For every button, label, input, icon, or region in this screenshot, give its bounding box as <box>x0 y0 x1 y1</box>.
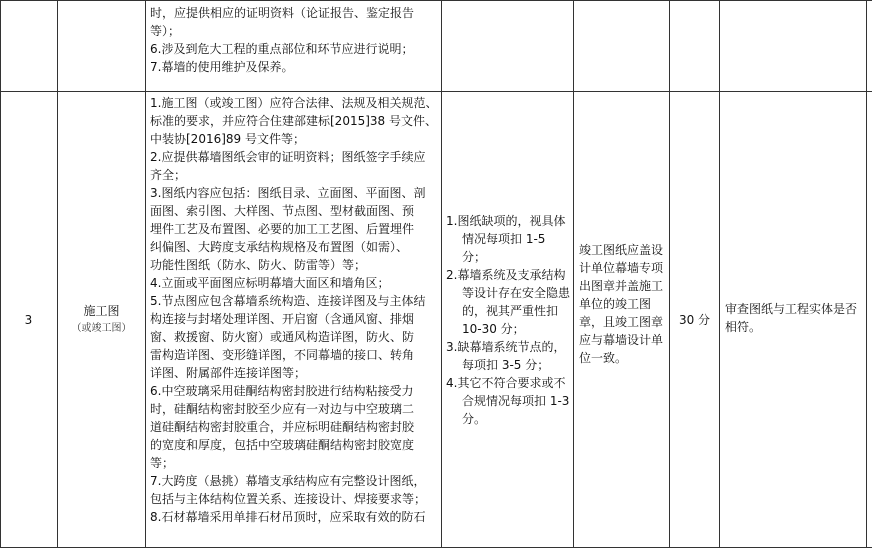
requirement-line: 7.幕墙的使用维护及保养。 <box>150 60 294 74</box>
requirement-line: 雷构造详图、变形缝详图，不同幕墙的接口、转角 <box>150 348 415 362</box>
requirement-line: 构连接与封堵处理详图、开启窗（含通风窗、排烟 <box>150 312 415 326</box>
item-note: （或竣工图） <box>71 322 132 334</box>
row-index-cell <box>0 92 57 547</box>
requirement-line: 6.涉及到危大工程的重点部位和环节应进行说明； <box>150 42 414 56</box>
requirement-line: 道硅酮结构密封胶重合，并应标明硅酮结构密封胶 <box>150 420 415 434</box>
col-border <box>573 0 574 548</box>
requirement-line: 6.中空玻璃采用硅酮结构密封胶进行结构粘接受力 <box>150 384 414 398</box>
deduction-item: 3.缺幕墙系统节点的，每项扣 3-5 分； <box>446 340 566 372</box>
requirement-line: 功能性图纸（防水、防火、防雷等）等； <box>150 258 367 272</box>
score-cell <box>670 92 719 547</box>
row-border <box>0 0 872 1</box>
requirements-cell <box>150 94 440 526</box>
deduction-item: 1.图纸缺项的，视具体情况每项扣 1-5 分； <box>446 214 566 264</box>
row-index: 3 <box>24 312 33 327</box>
requirement-line: 5.节点图应包含幕墙系统构造、连接详图及与主体结 <box>150 294 426 308</box>
deductions-cell <box>446 212 570 428</box>
col-border <box>441 0 442 548</box>
requirement-line: 时，应提供相应的证明资料（论证报告、鉴定报告 <box>150 6 415 20</box>
col-border <box>145 0 146 548</box>
requirement-line: 包括与主体结构位置关系、连接设计、焊接要求等； <box>150 492 427 506</box>
requirement-line: 3.图纸内容应包括：图纸目录、立面图、平面图、剖 <box>150 186 426 200</box>
completion-note: 竣工图纸应盖设计单位幕墙专项出图章并盖施工单位的竣工图章，且竣工图章应与幕墙设计单位一致。 <box>579 243 664 365</box>
requirement-line: 等； <box>150 456 175 470</box>
requirement-line: 埋件工艺及布置图、必要的加工工艺图、后置埋件 <box>150 222 415 236</box>
requirement-line: 齐全； <box>150 168 187 182</box>
completion-note-cell <box>579 241 665 367</box>
remark-cell <box>725 300 863 336</box>
requirement-line: 2.应提供幕墙图纸会审的证明资料；图纸签字手续应 <box>150 150 426 164</box>
deduction-item: 2.幕墙系统及支承结构等设计存在安全隐患的，视其严重性扣 10-30 分； <box>446 268 571 336</box>
top-row-requirements <box>150 4 438 76</box>
requirement-line: 1.施工图（或竣工图）应符合法律、法规及相关规范、 <box>150 96 438 110</box>
requirement-line: 时，硅酮结构密封胶至少应有一对边与中空玻璃二 <box>150 402 415 416</box>
col-border <box>719 0 720 548</box>
requirement-line: 等）； <box>150 24 181 38</box>
requirement-line: 7.大跨度（悬挑）幕墙支承结构应有完整设计图纸， <box>150 474 426 488</box>
requirement-line: 纠偏图、大跨度支承结构规格及布置图（如需）、 <box>150 240 409 254</box>
requirement-line: 窗、救援窗、防火窗）或通风构造详图，防火、防 <box>150 330 415 344</box>
col-border <box>866 0 867 548</box>
requirement-line: 详图、附属部件连接详图等； <box>150 366 307 380</box>
requirement-line: 8.石材幕墙采用单排石材吊顶时，应采取有效的防石 <box>150 510 426 524</box>
score: 30 分 <box>678 313 711 327</box>
item-name: 施工图 <box>83 303 120 318</box>
requirement-line: 中装协[2016]89 号文件等； <box>150 132 305 146</box>
requirement-line: 标准的要求，并应符合住建部建标[2015]38 号文件、 <box>150 114 437 128</box>
remark: 审查图纸与工程实体是否相符。 <box>725 302 858 334</box>
deduction-item: 4.其它不符合要求或不合规情况每项扣 1-3 分。 <box>446 376 570 426</box>
requirement-line: 的宽度和厚度，包括中空玻璃硅酮结构密封胶宽度 <box>150 438 415 452</box>
requirement-line: 4.立面或平面图应标明幕墙大面区和墙角区； <box>150 276 390 290</box>
requirement-line: 面图、索引图、大样图、节点图、型材截面图、预 <box>150 204 415 218</box>
item-name-cell <box>58 92 145 547</box>
